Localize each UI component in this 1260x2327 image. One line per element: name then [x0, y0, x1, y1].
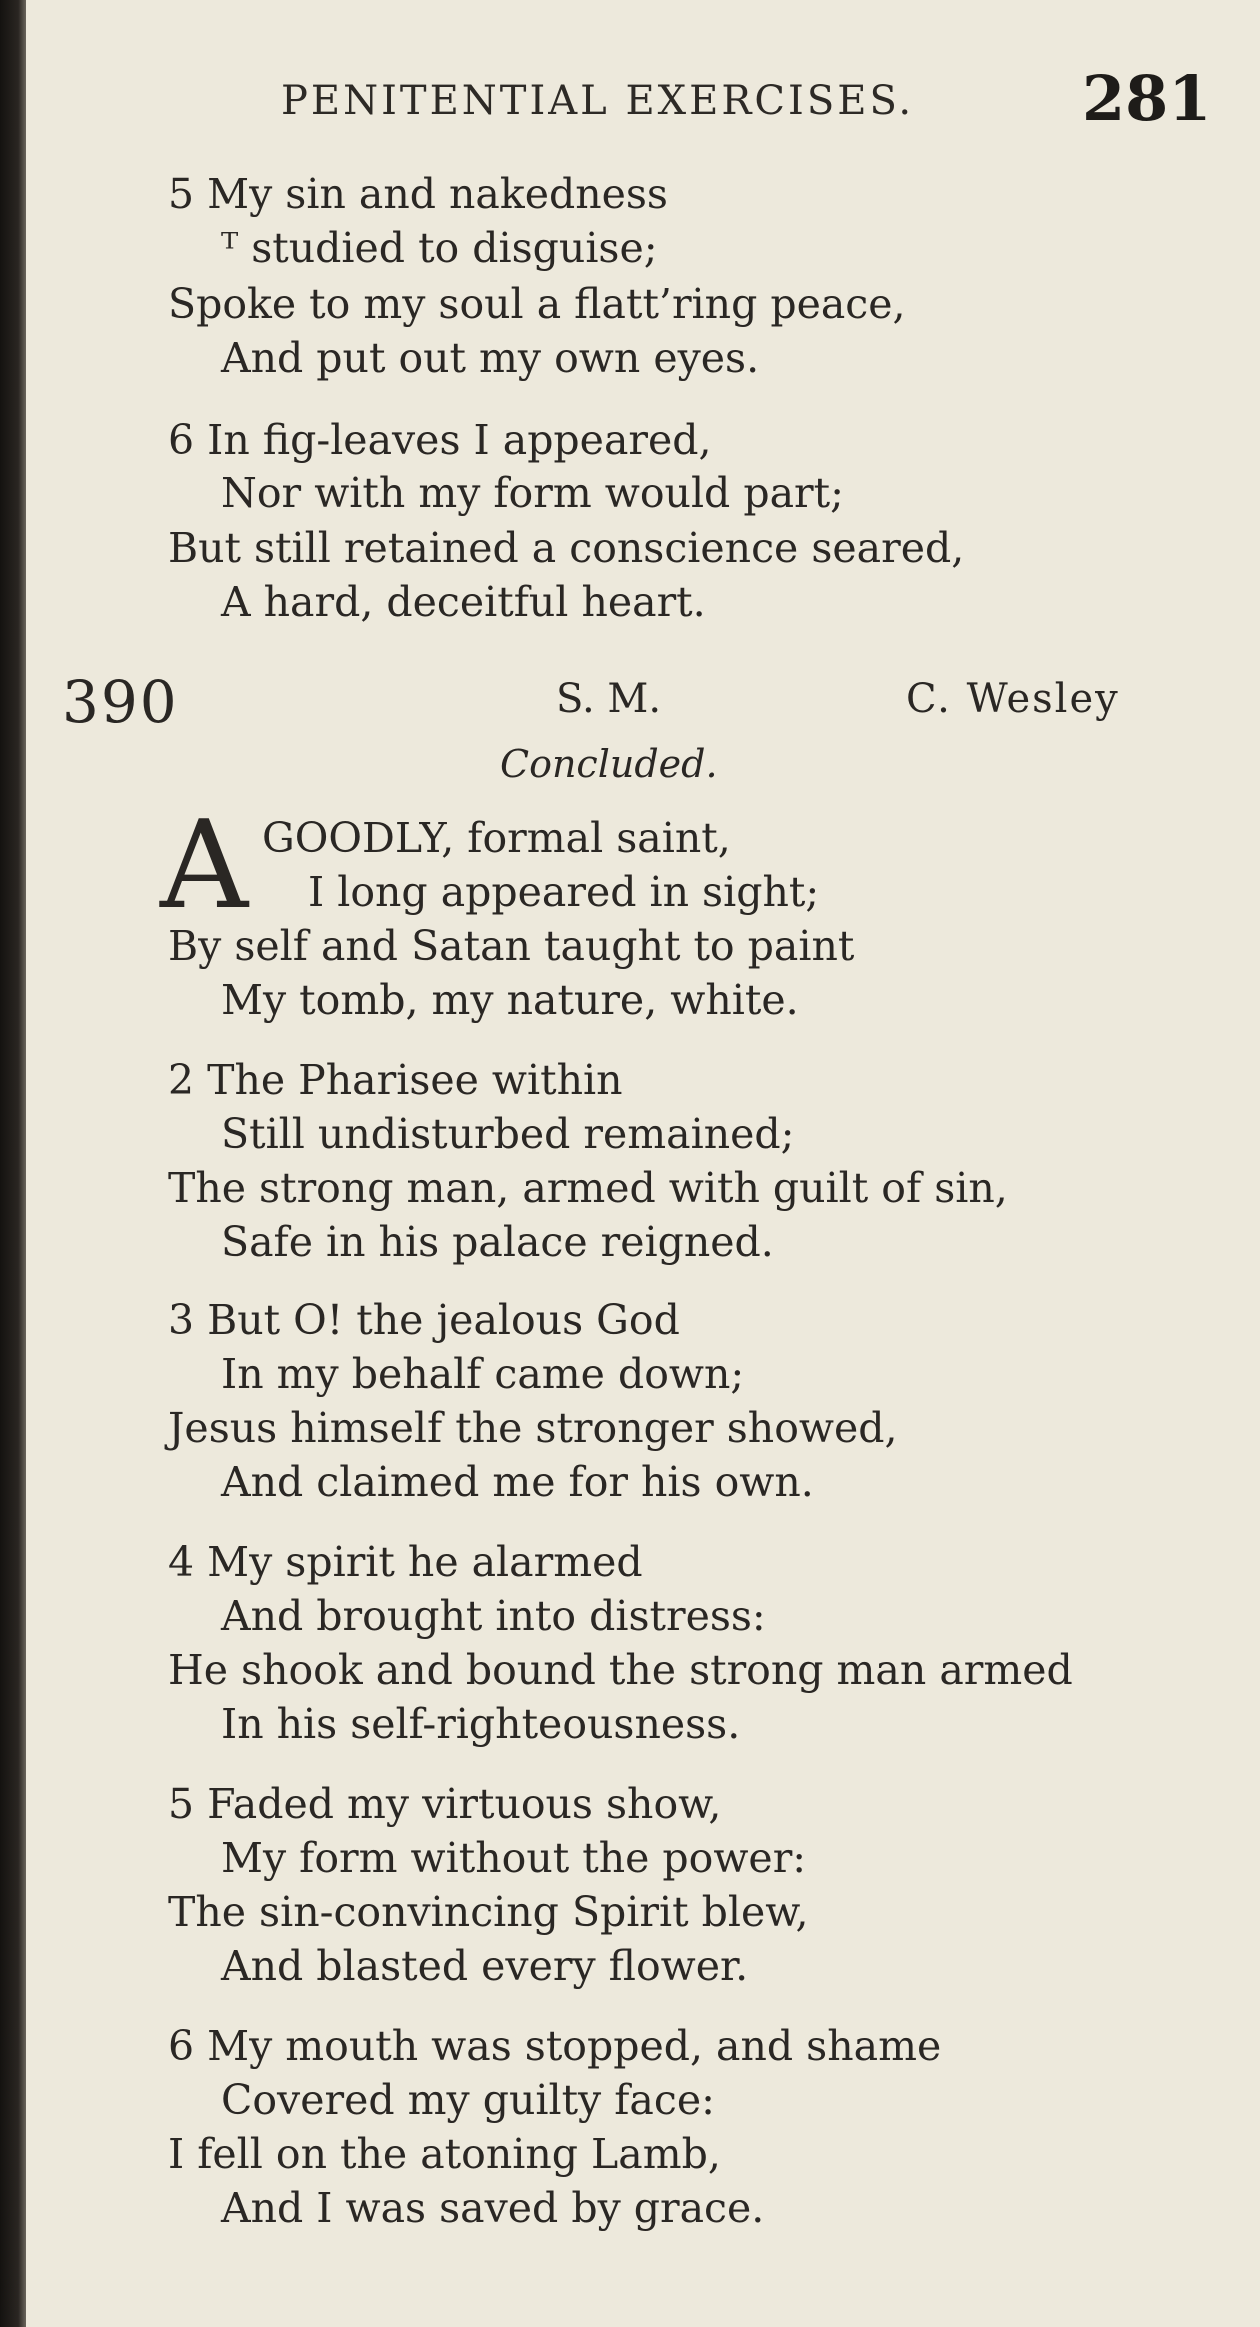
verse-line: Safe in his palace reigned. — [221, 1218, 774, 1266]
drop-cap: A — [160, 794, 249, 936]
verse-line: My tomb, my nature, white. — [221, 976, 799, 1024]
verse-line: I long appeared in sight; — [308, 868, 820, 916]
hymn-meter: S. M. — [556, 676, 662, 722]
hymn-subtitle: Concluded. — [500, 742, 718, 786]
verse-line: And brought into distress: — [221, 1592, 766, 1640]
verse-line: By self and Satan taught to paint — [168, 922, 855, 970]
verse-line: And blasted every flower. — [221, 1942, 749, 1990]
verse-line: My form without the power: — [221, 1834, 807, 1882]
verse-line: I fell on the atoning Lamb, — [168, 2130, 721, 2178]
verse-line: And put out my own eyes. — [221, 334, 760, 382]
verse-line: In his self-righteousness. — [221, 1700, 741, 1748]
verse-line: Covered my guilty face: — [221, 2076, 715, 2124]
verse-line: The strong man, armed with guilt of sin, — [168, 1164, 1008, 1212]
hymnal-page — [26, 0, 1260, 2327]
verse-line: A hard, deceitful heart. — [221, 578, 706, 626]
verse-line: And I was saved by grace. — [221, 2184, 765, 2232]
hymn-number: 390 — [62, 668, 179, 736]
book-spine-shadow — [0, 0, 26, 2327]
verse-line: But still retained a conscience seared, — [168, 524, 965, 572]
verse-line: In my behalf came down; — [221, 1350, 745, 1398]
verse-line: 5 Faded my virtuous show, — [168, 1780, 722, 1828]
verse-line: Jesus himself the stronger showed, — [168, 1404, 898, 1452]
verse-line: Spoke to my soul a flatt’ring peace, — [168, 280, 906, 328]
running-head: PENITENTIAL EXERCISES. — [281, 78, 915, 124]
verse-line: Still undisturbed remained; — [221, 1110, 795, 1158]
hymn-author: C. Wesley — [906, 676, 1120, 722]
verse-line: 6 My mouth was stopped, and shame — [168, 2022, 942, 2070]
verse-line: 3 But O! the jealous God — [168, 1296, 680, 1344]
page-header — [256, 60, 1212, 135]
verse-line: 2 The Pharisee within — [168, 1056, 623, 1104]
verse-line: 4 My spirit he alarmed — [168, 1538, 643, 1586]
verse-line: ᵀ studied to disguise; — [221, 224, 658, 272]
verse-line: The sin-convincing Spirit blew, — [168, 1888, 809, 1936]
verse-line: Nor with my form would part; — [221, 469, 844, 517]
verse-line: 5 My sin and nakedness — [168, 170, 668, 218]
verse-line: 6 In fig-leaves I appeared, — [168, 416, 712, 464]
verse-line: He shook and bound the strong man armed — [168, 1646, 1073, 1694]
verse-line: And claimed me for his own. — [221, 1458, 814, 1506]
verse-line: GOODLY, formal saint, — [262, 814, 731, 862]
page-number: 281 — [1082, 62, 1212, 135]
